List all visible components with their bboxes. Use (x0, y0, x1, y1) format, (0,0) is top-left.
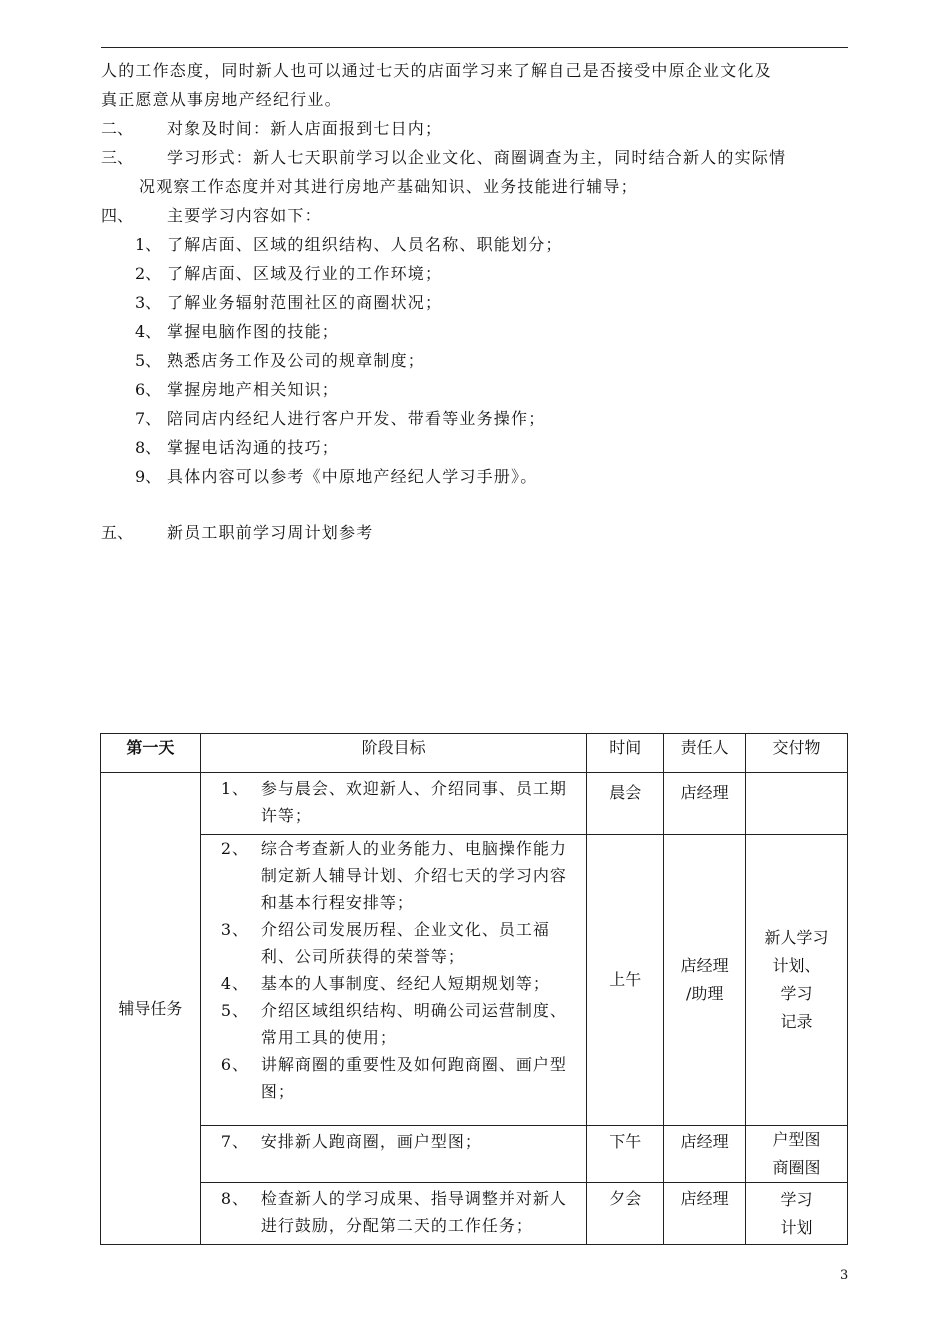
task-cell (200, 835, 586, 1126)
header-rule (101, 47, 848, 48)
task-text: 介绍区域组织结构、明确公司运营制度、常用工具的使用； (260, 1001, 567, 1047)
task-item (220, 997, 578, 1051)
list-item-number: 5、 (135, 351, 162, 370)
task-number: 3、 (220, 920, 250, 939)
list-item: 陪同店内经纪人进行客户开发、带看等业务操作； (167, 409, 546, 428)
task-text: 基本的人事制度、经纪人短期规划等； (260, 974, 550, 993)
time-cell: 夕会 (587, 1183, 664, 1245)
deliverable-line: 学习 (780, 984, 813, 1003)
table-row (101, 835, 848, 1126)
row-label: 辅导任务 (101, 773, 201, 1245)
owner-cell (664, 1126, 746, 1183)
task-item (220, 835, 578, 916)
list-item: 掌握电话沟通的技巧； (167, 438, 340, 457)
list-item: 了解业务辐射范围社区的商圈状况； (167, 293, 443, 312)
task-text: 安排新人跑商圈，画户型图； (260, 1132, 482, 1151)
task-text: 综合考查新人的业务能力、电脑操作能力制定新人辅导计划、介绍七天的学习内容和基本行程安排等； (260, 839, 567, 912)
deliverable-cell (746, 1183, 848, 1245)
list-item-number: 1、 (135, 235, 162, 254)
table-row (101, 773, 848, 835)
deliverable-cell (746, 1126, 848, 1183)
task-number: 4、 (220, 974, 250, 993)
deliverable-cell (746, 835, 848, 1126)
owner-line: 店经理 (680, 1132, 729, 1151)
task-item (220, 1128, 578, 1155)
table-row (101, 1183, 848, 1245)
task-text: 参与晨会、欢迎新人、介绍同事、员工期许等； (260, 779, 567, 825)
list-item: 掌握电脑作图的技能； (167, 322, 340, 341)
weekly-plan-table (100, 733, 848, 1245)
page-number: 3 (840, 1268, 849, 1283)
list-item-number: 6、 (135, 380, 162, 399)
deliverable-cell (746, 773, 848, 835)
owner-line: 店经理 (680, 783, 729, 802)
task-number: 6、 (220, 1055, 250, 1074)
owner-cell (664, 773, 746, 835)
list-item-number: 2、 (135, 264, 162, 283)
table-row (101, 1126, 848, 1183)
time-cell: 下午 (587, 1126, 664, 1183)
header-day: 第一天 (101, 734, 201, 773)
task-number: 5、 (220, 1001, 250, 1020)
list-item: 了解店面、区域及行业的工作环境； (167, 264, 443, 283)
deliverable-line: 记录 (780, 1012, 813, 1031)
task-cell (200, 1126, 586, 1183)
task-item (220, 916, 578, 970)
task-text: 检查新人的学习成果、指导调整并对新人进行鼓励，分配第二天的工作任务； (260, 1189, 567, 1235)
intro-line-2: 真正愿意从事房地产经纪行业。 (101, 90, 342, 109)
list-item-number: 3、 (135, 293, 162, 312)
header-owner: 责任人 (664, 734, 746, 773)
task-item (220, 970, 578, 997)
owner-line: /助理 (685, 984, 724, 1003)
section-2-text: 对象及时间：新人店面报到七日内； (167, 119, 443, 138)
section-5-number: 五、 (101, 523, 134, 542)
deliverable-line: 学习 (780, 1189, 813, 1209)
task-number: 7、 (220, 1132, 250, 1151)
task-item (220, 1051, 578, 1105)
section-5-title: 新员工职前学习周计划参考 (167, 523, 374, 542)
task-number: 1、 (220, 779, 250, 798)
deliverable-line: 新人学习 (764, 928, 829, 947)
time-cell: 上午 (587, 835, 664, 1126)
list-item: 了解店面、区域的组织结构、人员名称、职能划分； (167, 235, 563, 254)
task-item (220, 775, 578, 829)
deliverable-line: 计划 (780, 1217, 813, 1237)
task-number: 8、 (220, 1189, 250, 1208)
table-header-row (101, 734, 848, 773)
intro-line-1: 人的工作态度，同时新人也可以通过七天的店面学习来了解自己是否接受中原企业文化及 (101, 61, 772, 80)
deliverable-line: 户型图 (772, 1130, 821, 1149)
header-deliverable: 交付物 (746, 734, 848, 773)
task-cell (200, 1183, 586, 1245)
list-item-number: 4、 (135, 322, 162, 341)
owner-cell (664, 1183, 746, 1245)
list-item: 掌握房地产相关知识； (167, 380, 340, 399)
deliverable-line: 商圈图 (772, 1158, 821, 1177)
list-item: 具体内容可以参考《中原地产经纪人学习手册》。 (167, 467, 538, 486)
section-2-number: 二、 (101, 119, 134, 138)
list-item-number: 8、 (135, 438, 162, 457)
list-item: 熟悉店务工作及公司的规章制度； (167, 351, 426, 370)
task-text: 讲解商圈的重要性及如何跑商圈、画户型图； (260, 1055, 567, 1101)
list-item-number: 7、 (135, 409, 162, 428)
header-time: 时间 (587, 734, 664, 773)
time-cell: 晨会 (587, 773, 664, 835)
section-3-text-line-2: 况观察工作态度并对其进行房地产基础知识、业务技能进行辅导； (139, 177, 638, 196)
task-number: 2、 (220, 839, 250, 858)
owner-cell (664, 835, 746, 1126)
task-cell (200, 773, 586, 835)
task-text: 介绍公司发展历程、企业文化、员工福利、公司所获得的荣誉等； (260, 920, 550, 966)
section-3-text-line-1: 学习形式：新人七天职前学习以企业文化、商圈调查为主，同时结合新人的实际情 (167, 148, 787, 167)
header-goal: 阶段目标 (200, 734, 586, 773)
owner-line: 店经理 (680, 956, 729, 975)
section-4-text: 主要学习内容如下： (167, 206, 322, 225)
section-4-number: 四、 (101, 206, 134, 225)
deliverable-line: 计划、 (772, 956, 821, 975)
list-item-number: 9、 (135, 467, 162, 486)
task-item (220, 1185, 578, 1239)
owner-line: 店经理 (680, 1189, 729, 1208)
section-3-number: 三、 (101, 148, 134, 167)
